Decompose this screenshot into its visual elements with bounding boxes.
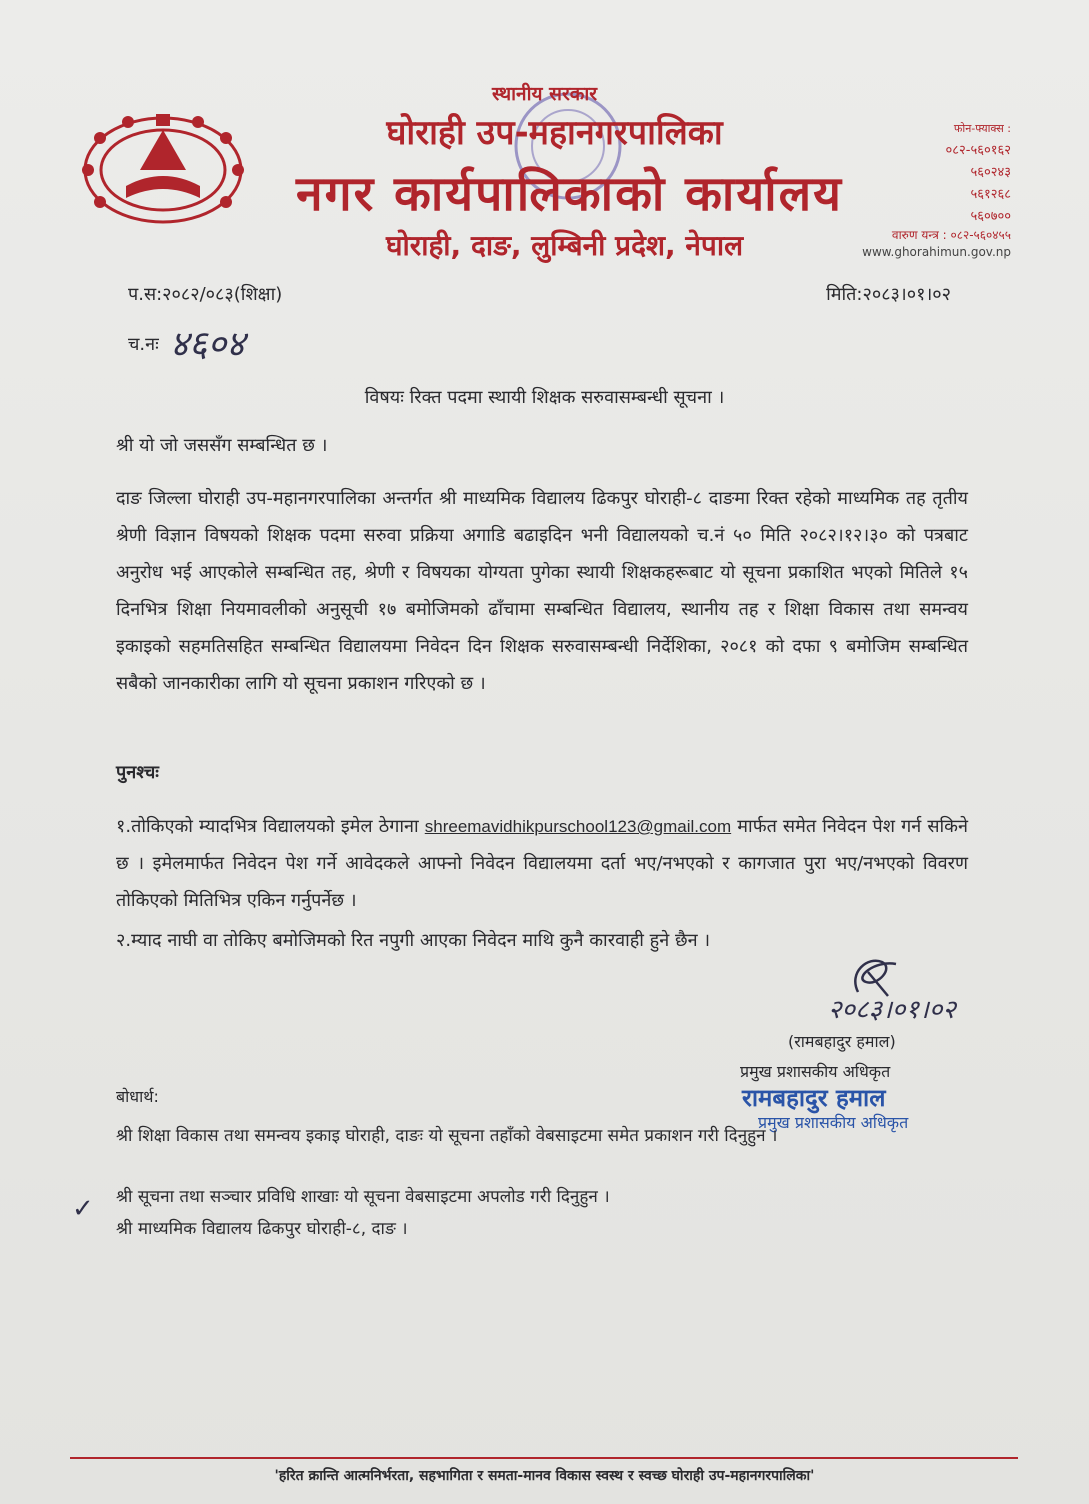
postscript-label: पुनश्चः xyxy=(116,762,159,783)
contact-block xyxy=(851,118,1011,228)
phone-number: ५६१२६८ xyxy=(970,187,1011,202)
body-paragraph: दाङ जिल्ला घोराही उप-महानगरपालिका अन्तर्गत श्री माध्यमिक विद्यालय ढिकपुर घोराही-८ दाङमा रिक्त रहेको माध्यमिक तह तृतीय श्रेणी विज्ञान विषयको शिक्षक पदमा सरुवा प्रक्रिया अगाडि बढाइदिन भनी विद्यालयको च.नं ५० मिति २०८२।१२।३० को पत्रबाट अनुरोध भई आएकोले सम्बन्धित तह, श्रेणी र विषयका योग्यता पुगेका स्थायी शिक्षकहरूबाट यो सूचना प्रकाशित भएको मितिले १५ दिनभित्र शिक्षा नियमावलीको अनुसूची १७ बमोजिमको ढाँचामा सम्बन्धित विद्यालय, स्थानीय तह र शिक्षा विकास तथा समन्वय इकाइको सहमतिसहित सम्बन्धित विद्यालयमा निवेदन दिन शिक्षक सरुवासम्बन्धी निर्देशिका, २०८१ को दफा ९ बमोजिम सम्बन्धित सबैको जानकारीका लागि यो सूचना प्रकाशन गरिएको छ । xyxy=(116,488,968,694)
check-mark-icon: ✓ xyxy=(72,1194,94,1224)
dispatch-number: ४६०४ xyxy=(170,324,245,365)
handwritten-date: २०८३।०१।०२ xyxy=(828,995,956,1025)
cc-item-2: श्री सूचना तथा सञ्चार प्रविधि शाखाः यो सूचना वेबसाइटमा अपलोड गरी दिनुहुन । xyxy=(116,1187,610,1207)
salutation: श्री यो जो जससँग सम्बन्धित छ । xyxy=(116,435,328,456)
postscript-item-2: २.म्याद नाघी वा तोकिए बमोजिमको रित नपुगी आएका निवेदन माथि कुनै कारवाही हुने छैन । xyxy=(116,930,711,951)
phone-number: ५६०७०० xyxy=(970,209,1011,224)
signatory-name: (रामबहादुर हमाल) xyxy=(788,1032,896,1051)
letterhead-municipality: घोराही उप-महानगरपालिका xyxy=(386,113,723,153)
cc-label: बोधार्थ: xyxy=(116,1087,159,1106)
phone-number: ५६०२४३ xyxy=(970,165,1011,180)
letterhead-office: नगर कार्यपालिकाको कार्यालय xyxy=(295,166,844,222)
postscript-item-1-text-cont: मार्फत समेत निवेदन पेश गर्न सकिने छ । इमेलमार्फत निवेदन पेश गर्ने आवेदकले आफ्नो निवेदन विद्यालयमा दर्ता भए/नभएको र कागजात पुरा भए/नभएको विवरण तोकिएको मितिभित्र एकिन गर्नुपर्नेछ । xyxy=(116,816,968,911)
cc-item-3: श्री माध्यमिक विद्यालय ढिकपुर घोराही-८, दाङ । xyxy=(116,1219,408,1239)
letterhead-address: घोराही, दाङ, लुम्बिनी प्रदेश, नेपाल xyxy=(385,229,744,262)
website-link[interactable]: www.ghorahimun.gov.np xyxy=(862,245,1011,259)
postscript-item-1 xyxy=(116,808,968,919)
dispatch-label: च.नः xyxy=(128,334,159,355)
stamp-designation: प्रमुख प्रशासकीय अधिकृत xyxy=(758,1113,909,1132)
fax-number: वारुण यन्त्र : ०८२-५६०४५५ xyxy=(891,228,1011,242)
footer-divider xyxy=(70,1457,1018,1459)
subject-line: विषयः रिक्त पदमा स्थायी शिक्षक सरुवासम्बन्धी सूचना । xyxy=(364,387,725,408)
letter-date: मिति:२०८३।०१।०२ xyxy=(826,284,951,305)
phone-number: ०८२-५६०१६२ xyxy=(945,143,1011,158)
postscript-item-1-text: १.तोकिएको म्यादभित्र विद्यालयको इमेल ठेगाना xyxy=(116,816,425,837)
signatory-designation: प्रमुख प्रशासकीय अधिकृत xyxy=(740,1062,891,1081)
stamp-name: रामबहादुर हमाल xyxy=(742,1084,886,1112)
cc-item-1: श्री शिक्षा विकास तथा समन्वय इकाइ घोराही, दाङः यो सूचना तहाँको वेबसाइटमा समेत प्रकाशन गरी दिनुहुन । xyxy=(116,1126,778,1146)
school-email-link[interactable]: shreemavidhikpurschool123@gmail.com xyxy=(424,817,732,836)
reference-number: प.स:२०८२/०८३(शिक्षा) xyxy=(128,284,283,305)
letterhead-tagline: स्थानीय सरकार xyxy=(491,83,598,105)
phone-label: फोन-फ्याक्स : xyxy=(953,122,1011,135)
footer-slogan: 'हरित क्रान्ति आत्मनिर्भरता, सहभागिता र समता-मानव विकास स्वस्थ र स्वच्छ घोराही उप-महानगरपालिका' xyxy=(274,1468,815,1484)
